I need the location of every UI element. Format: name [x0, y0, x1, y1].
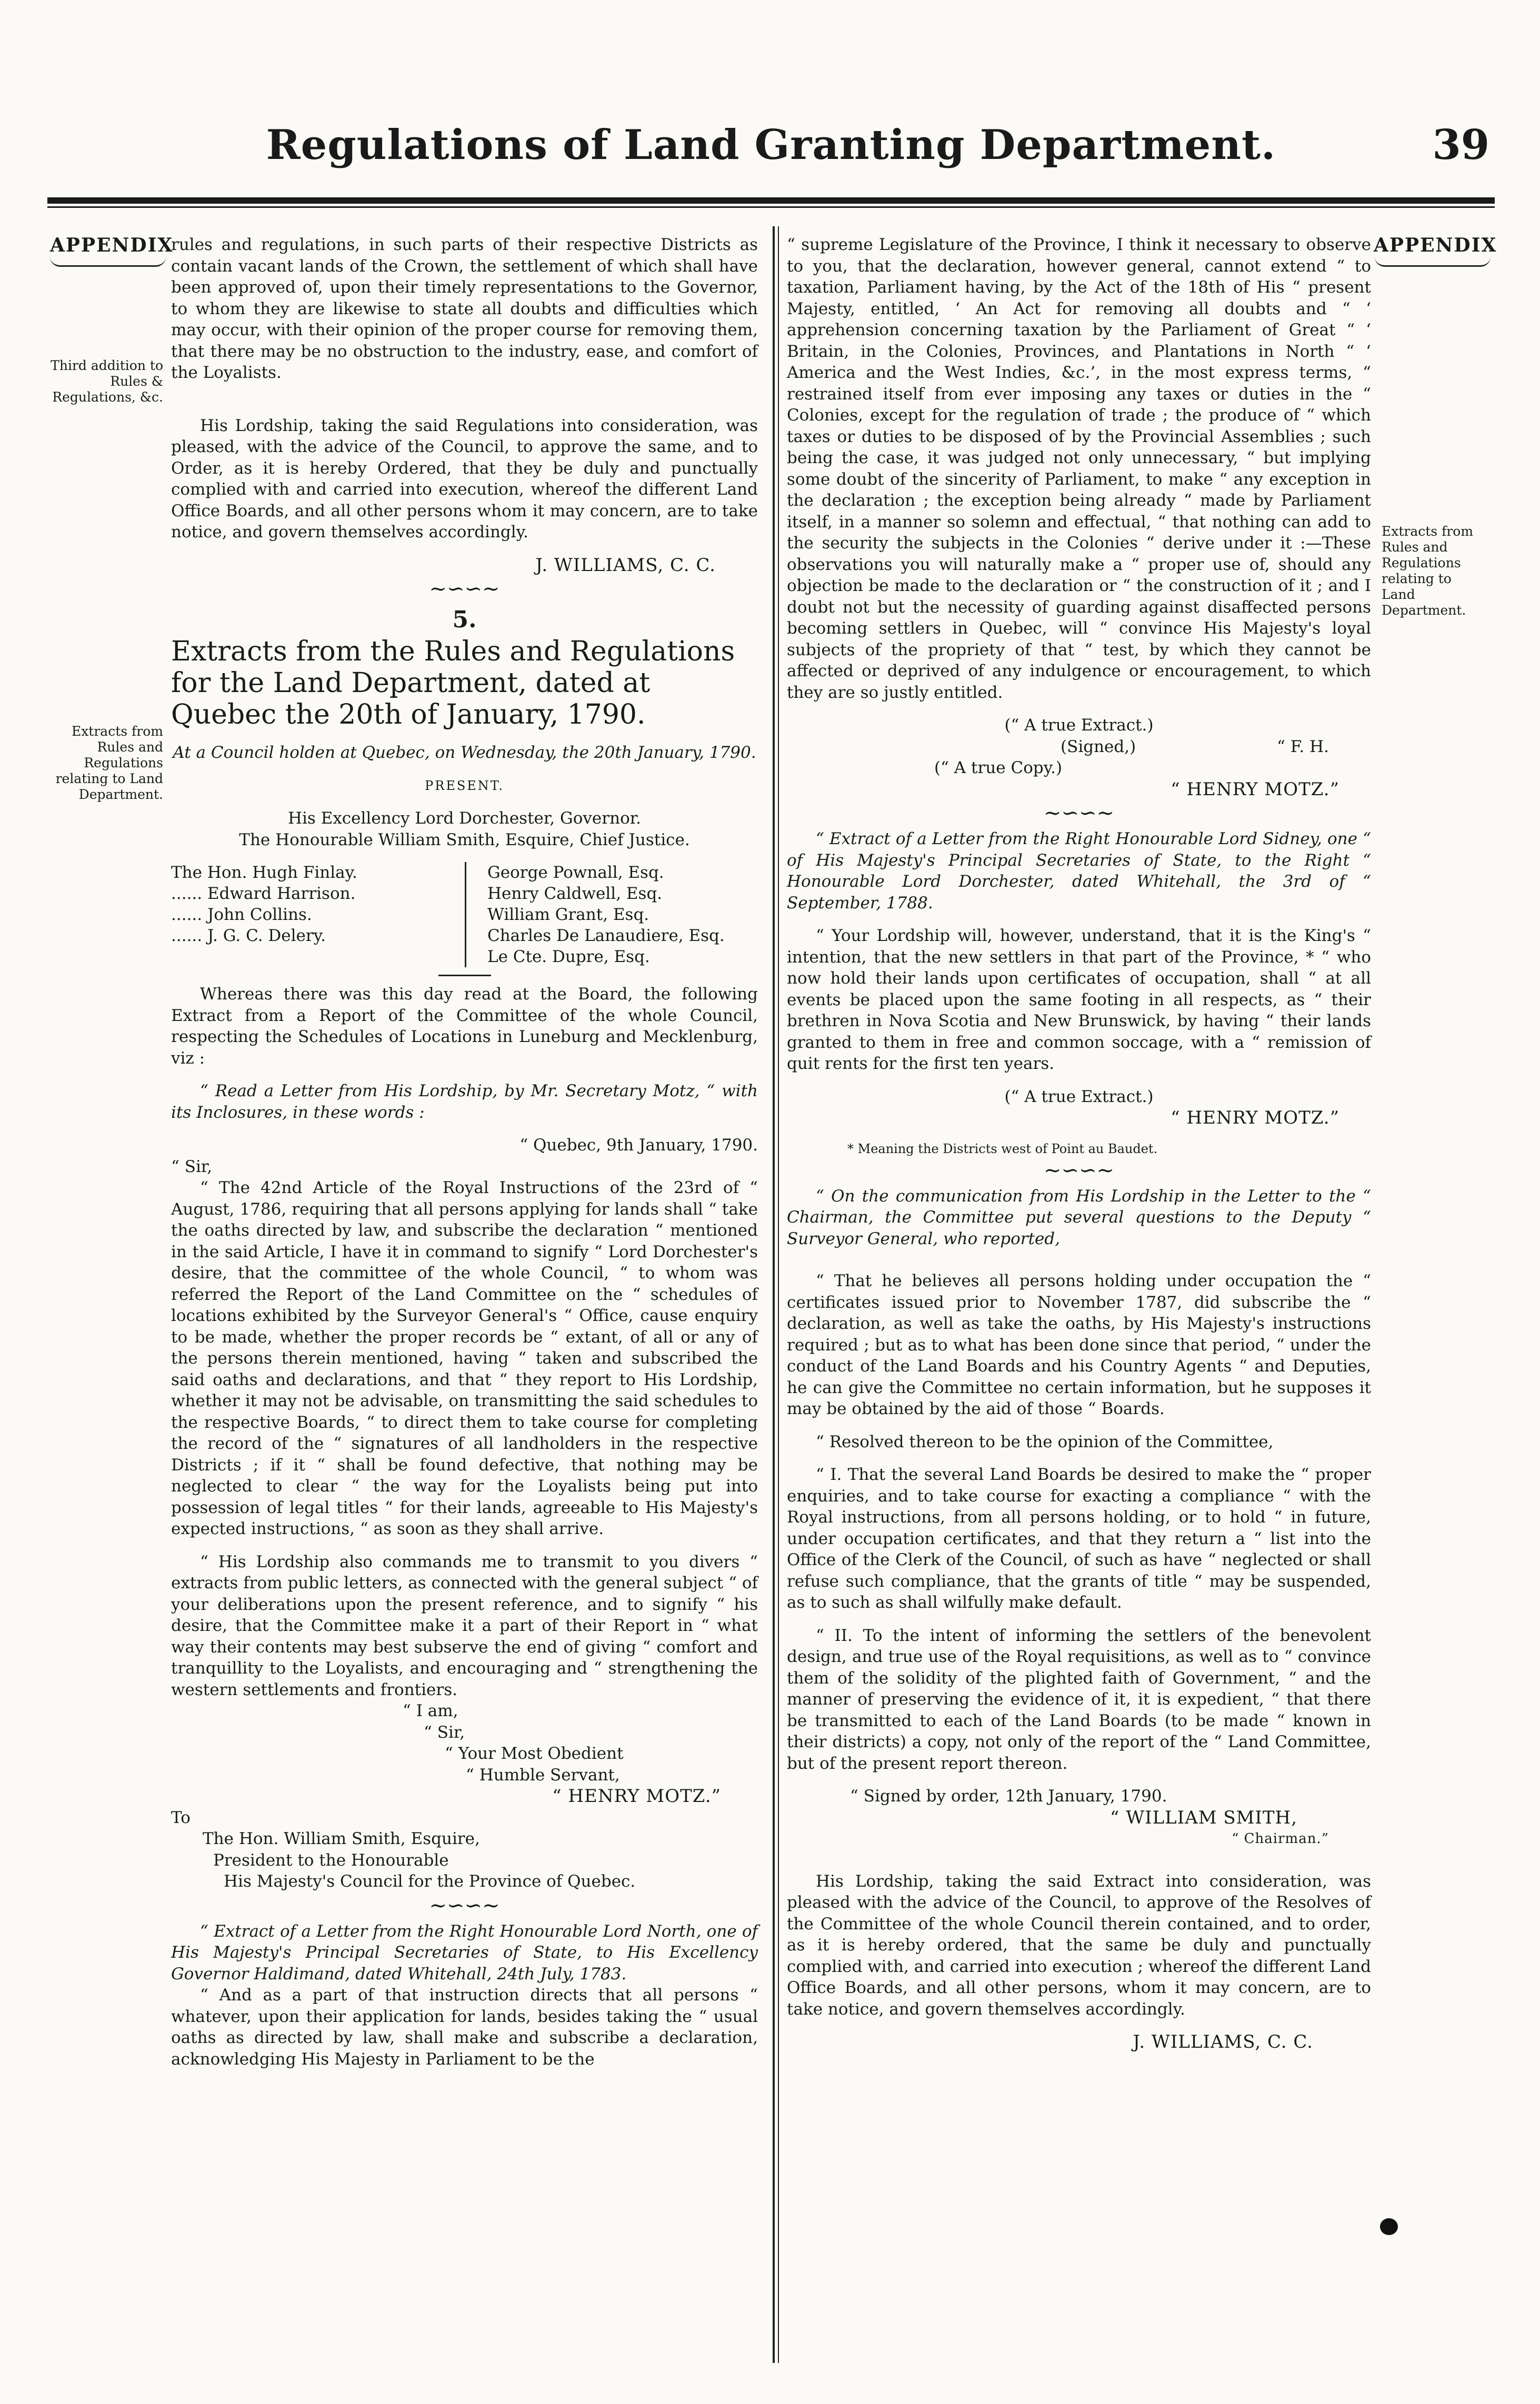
signed-label: (Signed,) — [1061, 737, 1136, 756]
right-paragraph-deputy-report: “ That he believes all persons holding under occupation the “ certificates issued prior to November 1787, did subscribe the “ declaration, as well as take the oaths, by His Majesty's instructions required ; but as to what has been done since that period, “ under the conduct of the Land Boards and his Country Agents “ and Deputies, he can give the Committee no certain information, but he supposes it may be obtained by the aid of those “ Boards. — [787, 1271, 1371, 1418]
true-extract-2: (“ A true Extract.) — [1004, 1087, 1154, 1106]
appendix-brace-left — [50, 257, 166, 267]
council-line: At a Council holden at Quebec, on Wednesday, the 20th January, 1790. — [173, 743, 756, 762]
chairman-title: “ Chairman.” — [1232, 1831, 1329, 1847]
closing-sir: “ Sir, — [424, 1722, 465, 1742]
section-number: 5. — [452, 606, 477, 633]
members-right-list — [466, 862, 725, 967]
member-henry-caldwell: Henry Caldwell, Esq. — [487, 884, 663, 903]
margin-note-extracts-left: Extracts from Rules and Regulations relating to Land Department. — [55, 724, 163, 802]
left-paragraph-lord-north: “ Extract of a Letter from the Right Honourable Lord North, one of His Majesty's Principal Secretaries of State, to His Excellency Governor Haldimand, dated Whitehall, 24th July, 1783. — [171, 1921, 758, 1984]
signed-by-order: “ Signed by order, 12th January, 1790. — [850, 1787, 1167, 1806]
signature-j-williams-1: J. WILLIAMS, C. C. — [535, 554, 716, 576]
header-rule-thin — [47, 206, 1495, 208]
header-rule-thick — [47, 197, 1495, 204]
left-paragraph-read-letter: “ Read a Letter from His Lordship, by Mr. Secretary Motz, “ with its Inclosures, in these words : — [171, 1081, 758, 1122]
true-extract-1: (“ A true Extract.) — [1004, 716, 1154, 735]
members-left-list — [171, 862, 466, 967]
left-paragraph-instruction: “ And as a part of that instruction directs that all persons “ whatever, upon their application for lands, besides taking the “ usual oaths as directed by law, shall make and subscribe a declaration, acknowledging His Majesty in Parliament to be the — [171, 1986, 758, 2069]
margin-note-extracts-right: Extracts from Rules and Regulations relating to Land Department. — [1382, 524, 1474, 618]
appendix-brace-right — [1375, 257, 1491, 267]
closing-servant: “ Humble Servant, — [466, 1765, 620, 1785]
ornament-divider-1: ~∽∽~ — [429, 577, 500, 601]
addressee-line-1: The Hon. William Smith, Esquire, — [203, 1829, 480, 1848]
page-header — [47, 121, 1495, 184]
appendix-label-left: APPENDIX — [50, 234, 174, 256]
left-paragraph-whereas: Whereas there was this day read at the Board, the following Extract from a Report of the Committee of the whole Council, respecting the Schedules of Locations in Luneburg and Mecklenburg, viz : — [171, 985, 758, 1068]
member-hugh-finlay: The Hon. Hugh Finlay. — [171, 863, 357, 882]
extract-title: Extracts from the Rules and Regulations for the Land Department, dated at Quebec the 20th of January, 1790. — [171, 636, 735, 730]
appendix-label-right: APPENDIX — [1374, 234, 1497, 256]
column-divider-inner — [778, 226, 779, 2363]
chief-justice-line: The Honourable William Smith, Esquire, Chief Justice. — [239, 830, 690, 849]
left-column — [171, 234, 758, 2070]
signature-j-williams-2: J. WILLIAMS, C. C. — [1133, 2031, 1313, 2052]
right-paragraph-1: “ supreme Legislature of the Province, I think it necessary to observe to you, that the declaration, however general, cannot extend “ to taxation, Parliament having, by the Act of the 18th of His “ present Majesty, entitled, ‘ An Act for removing all doubts and “ ‘ apprehension concerning taxation by the Parliament of Great “ ‘ Britain, in the Colonies, Provinces, and Plantations in North “ ‘ America and the West Indies, &c.’, in the most express terms, “ restrained itself from ever imposing any taxes or duties in the “ Colonies, except for the regulation of trade ; the produce of “ which taxes or duties to be disposed of by the Provincial Assemblies ; such being the case, it was judged not only unnecessary, “ but implying some doubt of the sincerity of Parliament, to make “ any exception in the declaration ; the exception being already “ made by Parliament itself, in a manner so solemn and effectual, “ that nothing can add to the security the subjects in the Colonies “ derive under it :—These observations you will naturally make a “ proper use of, should any objection be made to the declaration or “ the construction of it ; and I doubt not but the necessity of guarding against disaffected persons becoming settlers in Quebec, will “ convince His Majesty's loyal subjects of the propriety of that “ test, by which they cannot be affected or deprived of any indulgence or encouragement, to which they are so justly entitled. — [787, 235, 1371, 702]
member-delery: ...... J. G. C. Delery. — [171, 926, 326, 945]
signature-henry-motz-3: “ HENRY MOTZ.” — [1171, 1107, 1339, 1128]
member-dupre: Le Cte. Dupre, Esq. — [487, 947, 650, 966]
right-paragraph-lordship-approval: His Lordship, taking the said Extract into consideration, was pleased with the advice of the Council, to approve of the Resolves of the Committee of the whole Council therein contained, and to order, as it is hereby ordered, that the same be duly and punctually complied with, and carried into execution ; whereof the different Land Office Boards, and all other persons, whom it may concern, are to take notice, and govern themselves accordingly. — [787, 1871, 1371, 2019]
short-rule — [438, 975, 491, 976]
signature-henry-motz-2: “ HENRY MOTZ.” — [1171, 778, 1339, 800]
addressee-line-2: President to the Honourable — [213, 1850, 449, 1870]
closing-i-am: “ I am, — [403, 1701, 458, 1720]
right-paragraph-resolved: “ Resolved thereon to be the opinion of the Committee, — [816, 1432, 1274, 1451]
page-number: 39 — [1432, 121, 1489, 169]
right-paragraph-resolution-1: “ I. That the several Land Boards be desired to make the “ proper enquiries, and to take course for exacting a compliance “ with the Royal instructions, from all persons holding, or to hold “ in future, under occupation certificates, and that they return a “ list into the Office of the Clerk of the Council, of such as have “ neglected or shall refuse such compliance, that the grants of title “ may be suspended, as to such as shall wilfully make default. — [787, 1465, 1371, 1612]
ornament-divider-2: ~∽∽~ — [429, 1893, 500, 1918]
column-divider — [773, 226, 775, 2363]
right-column — [787, 234, 1371, 2053]
left-paragraph-2: His Lordship, taking the said Regulations into consideration, was pleased, with the advice of the Council, to approve the same, and to Order, as it is hereby Ordered, that they be duly and punctually complied with and carried into execution, whereof the different Land Office Boards, and all other persons whom it may concern, are to take notice, and govern themselves accordingly. — [171, 416, 758, 542]
right-paragraph-kings-intention: “ Your Lordship will, however, understand, that it is the King's “ intention, that the new settlers in that part of the Province, * “ who now hold their lands upon certificates of occupation, shall “ at all events be placed upon the same footing in all respects, as “ their brethren in Nova Scotia and New Brunswick, by having “ their lands granted to them in free and common soccage, with a “ remission of quit rents for the first ten years. — [787, 926, 1371, 1073]
ornament-divider-4: ~∽∽~ — [1043, 1158, 1115, 1183]
ink-blot — [1380, 2218, 1398, 2235]
closing-obedient: “ Your Most Obedient — [445, 1744, 624, 1763]
left-paragraph-extracts: “ His Lordship also commands me to transmit to you divers “ extracts from public letters, as connected with the general subject “ of your deliberations upon the present reference, and to signify “ his desire, that the Committee make it a part of their Report in “ what way their contents may best subserve the end of giving “ comfort and tranquillity to the Loyalists, and encouraging and “ strengthening the western settlements and frontiers. — [171, 1552, 758, 1699]
signed-line — [787, 736, 1371, 758]
council-members — [171, 862, 758, 967]
signed-initials: “ F. H. — [1277, 737, 1329, 756]
signature-henry-motz-1: “ HENRY MOTZ.” — [552, 1786, 721, 1807]
right-paragraph-resolution-2: “ II. To the intent of informing the settlers of the benevolent design, and true use of the Royal requisitions, as well as to “ convince them of the solidity of the plighted faith of Government, “ and the manner of preserving the evidence of it, it is expedient, “ that there be transmitted to each of the Land Boards (to be made “ known in their districts) a copy, not only of the report of the “ Land Committee, but of the present report thereon. — [787, 1626, 1371, 1773]
left-paragraph-article-42: “ The 42nd Article of the Royal Instructions of the 23rd of “ August, 1786, requiring that all persons applying for lands shall “ take the oaths directed by law, and subscribe the declaration “ mentioned in the said Article, I have it in command to signify “ Lord Dorchester's desire, that the committee of the whole Council, “ to whom was referred the Report of the Land Committee on the “ schedules of locations exhibited by the Surveyor General's “ Office, cause enquiry to be made, whether the proper records be “ extant, of all or any of the persons therein mentioned, having “ taken and subscribed the said oaths and declarations, and that “ they report to His Lordship, whether it may not be advisable, on transmitting the said schedules to the respective Boards, “ to direct them to take course for completing the record of the “ signatures of all landholders in the respective Districts ; if it “ shall be found defective, that nothing may be neglected to clear “ the way for the Loyalists being put into possession of legal titles “ for their lands, agreeable to His Majesty's expected instructions, “ as soon as they shall arrive. — [171, 1178, 758, 1538]
right-paragraph-lord-sidney: “ Extract of a Letter from the Right Honourable Lord Sidney, one “ of His Majesty's Principal Secretaries of State, to the Right “ Honourable Lord Dorchester, dated Whitehall, the 3rd of “ September, 1788. — [787, 829, 1371, 913]
letter-dateline: “ Quebec, 9th January, 1790. — [519, 1136, 758, 1155]
ornament-divider-3: ~∽∽~ — [1043, 801, 1115, 825]
member-john-collins: ...... John Collins. — [171, 905, 312, 924]
footnote: * Meaning the Districts west of Point au Baudet. — [847, 1141, 1158, 1156]
present-label: PRESENT. — [425, 778, 504, 793]
margin-note-third-addition: Third addition to Rules & Regulations, &c. — [51, 358, 163, 405]
true-copy: (“ A true Copy.) — [934, 758, 1063, 777]
member-william-grant: William Grant, Esq. — [487, 905, 649, 924]
running-title: Regulations of Land Granting Department. — [266, 121, 1276, 169]
addressee-line-3: His Majesty's Council for the Province of Quebec. — [224, 1872, 636, 1891]
right-paragraph-communication: “ On the communication from His Lordship in the Letter to the “ Chairman, the Committee put several questions to the Deputy “ Surveyor General, who reported, — [787, 1186, 1371, 1248]
letter-salutation: “ Sir, — [171, 1157, 213, 1176]
member-george-pownall: George Pownall, Esq. — [487, 863, 664, 882]
governor-line: His Excellency Lord Dorchester, Governor. — [287, 809, 641, 828]
left-paragraph-1: rules and regulations, in such parts of their respective Districts as contain vacant lands of the Crown, the settlement of which shall have been approved of, upon their timely representations to the Governor, to whom they are likewise to state all doubts and difficulties which may occur, with their opinion of the proper course for removing them, that there may be no obstruction to the industry, ease, and comfort of the Loyalists. — [171, 235, 758, 382]
signature-william-smith: “ WILLIAM SMITH, — [1110, 1807, 1297, 1828]
to-label: To — [171, 1808, 191, 1827]
member-edward-harrison: ...... Edward Harrison. — [171, 884, 356, 903]
member-de-lanaudiere: Charles De Lanaudiere, Esq. — [487, 926, 725, 945]
